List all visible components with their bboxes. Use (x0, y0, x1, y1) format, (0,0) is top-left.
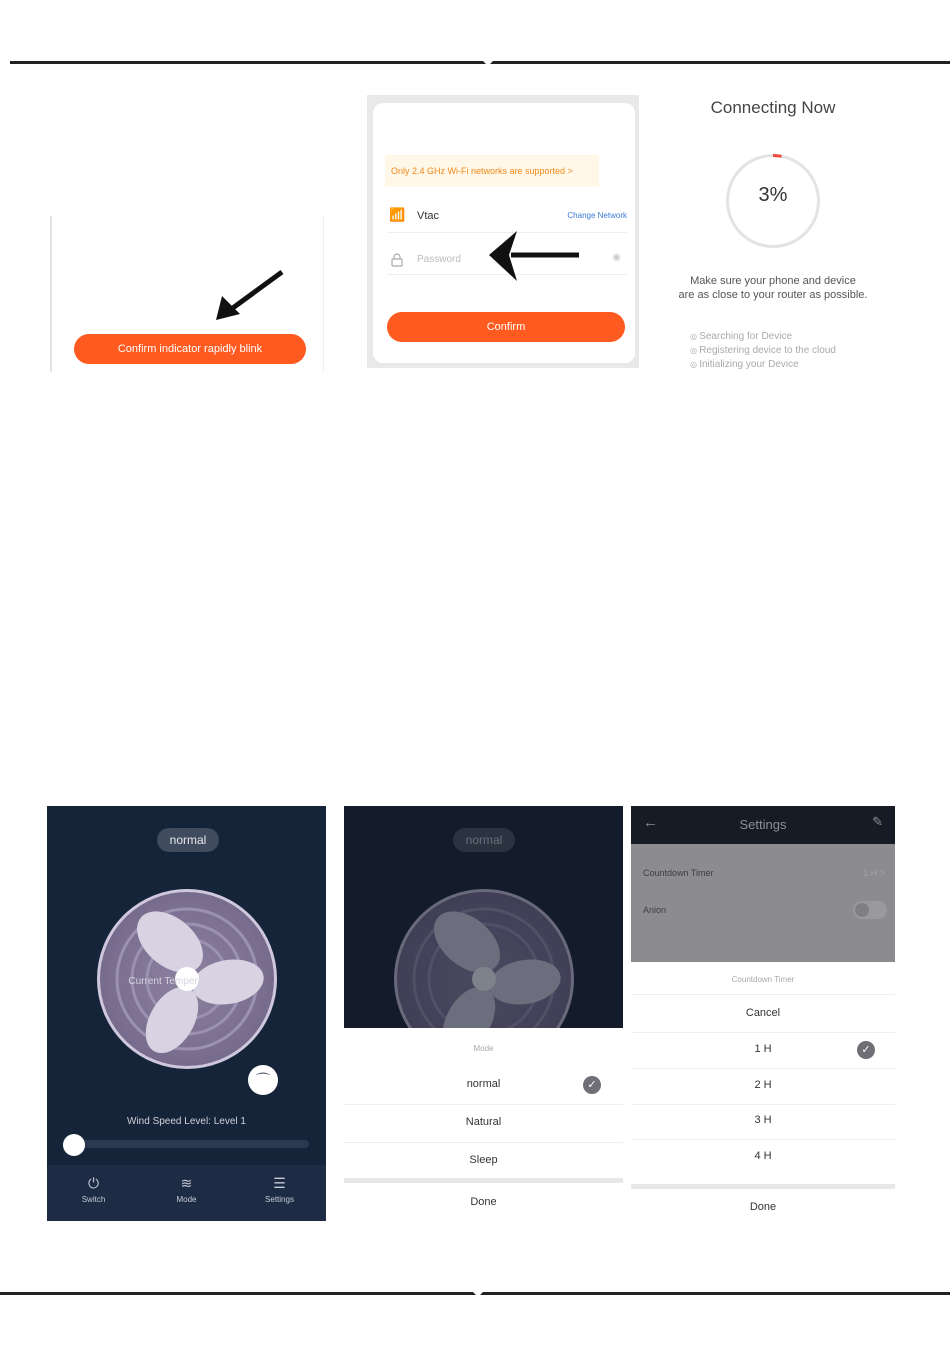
confirm-blink-button[interactable]: Confirm indicator rapidly blink (74, 334, 306, 364)
speed-slider[interactable] (67, 1140, 309, 1148)
countdown-timer-screen (631, 806, 895, 1220)
sheet-title: Countdown Timer (731, 975, 795, 984)
wifi-setup-screen (367, 95, 639, 368)
mode-select-screen (344, 806, 623, 1220)
list-item: ◎ Registering device to the cloud (690, 344, 836, 358)
bottom-tab-bar (47, 1165, 326, 1221)
message-line-1: Make sure your phone and device (690, 275, 856, 287)
divider (344, 1142, 623, 1143)
sheet-separator (344, 1178, 623, 1183)
timer-option-2h[interactable]: 2 H (754, 1079, 772, 1091)
speed-slider-knob[interactable] (63, 1134, 85, 1156)
wifi-icon: 📶 (389, 207, 406, 222)
sheet-separator (631, 1184, 895, 1189)
password-field[interactable]: Password (417, 254, 461, 265)
check-icon: ✓ (583, 1076, 601, 1094)
page-title: Settings (739, 817, 787, 832)
list-item: ◎ Initializing your Device (690, 358, 836, 372)
dimmed-fan-background (344, 806, 623, 1028)
cancel-button[interactable]: Cancel (745, 1007, 781, 1019)
arrow-icon (487, 223, 583, 287)
connection-steps (690, 330, 836, 372)
arrow-icon (212, 266, 288, 322)
divider (631, 1104, 895, 1105)
swing-button[interactable]: ⌒ (248, 1065, 278, 1095)
confirm-button[interactable]: Confirm (387, 312, 625, 342)
done-button[interactable]: Done (749, 1201, 777, 1213)
blink-confirm-screen (50, 216, 324, 372)
edit-icon[interactable]: ✎ (872, 814, 883, 829)
power-icon: ⏻ (87, 1175, 100, 1191)
temperature-readout: Current Temperature 23°C (128, 976, 246, 987)
mode-option-sleep[interactable]: Sleep (469, 1154, 498, 1166)
mode-tab[interactable] (157, 1165, 217, 1221)
timer-option-1h[interactable]: 1 H (754, 1043, 772, 1055)
change-network-link[interactable]: Change Network (567, 211, 627, 220)
wind-speed-label: Wind Speed Level: Level 1 (127, 1116, 246, 1127)
network-name: Vtac (417, 210, 440, 222)
divider (631, 1139, 895, 1140)
timer-option-4h[interactable]: 4 H (754, 1150, 772, 1162)
lock-icon (391, 253, 403, 267)
mode-pill[interactable]: normal (157, 828, 219, 852)
back-arrow-icon[interactable]: ← (643, 814, 658, 831)
tab-label: Switch (81, 1195, 106, 1204)
settings-tab[interactable] (250, 1165, 310, 1221)
anion-toggle (853, 901, 887, 919)
mode-option-natural[interactable]: Natural (465, 1116, 502, 1128)
countdown-timer-label: Countdown Timer (643, 868, 714, 878)
connecting-screen (644, 84, 902, 384)
fan-icon (397, 892, 571, 1028)
timer-option-3h[interactable]: 3 H (754, 1114, 772, 1126)
switch-tab[interactable] (64, 1165, 124, 1221)
divider (344, 1104, 623, 1105)
bottom-divider (0, 1292, 950, 1295)
message-line-2: are as close to your router as possible. (678, 289, 868, 301)
countdown-timer-value: 1 H > (863, 868, 885, 878)
dimmed-settings-list (631, 844, 895, 962)
settings-header (631, 806, 895, 844)
wifi-card (373, 103, 635, 363)
eye-icon[interactable]: ◉ (612, 252, 621, 263)
check-icon: ✓ (857, 1041, 875, 1059)
tab-label: Mode (176, 1195, 197, 1204)
connecting-title: Connecting Now (710, 98, 836, 117)
divider (631, 1032, 895, 1033)
settings-icon: ☰ (273, 1175, 286, 1191)
anion-label: Anion (643, 905, 667, 915)
fan-graphic (97, 889, 277, 1069)
list-item: ◎ Searching for Device (690, 330, 836, 344)
mode-icon: ≋ (180, 1175, 193, 1191)
mode-pill: normal (453, 828, 515, 852)
mode-option-normal[interactable]: normal (466, 1078, 501, 1090)
progress-percent: 3% (758, 184, 788, 206)
tab-label: Settings (265, 1195, 294, 1204)
divider (631, 1068, 895, 1069)
wifi-band-notice[interactable]: Only 2.4 GHz Wi-Fi networks are supported > (385, 155, 599, 187)
fan-graphic (394, 889, 574, 1028)
divider (631, 994, 895, 995)
done-button[interactable]: Done (470, 1196, 497, 1208)
proximity-message (644, 274, 902, 302)
sheet-title: Mode (473, 1044, 494, 1053)
fan-control-screen (47, 806, 326, 1221)
top-divider (10, 61, 950, 64)
